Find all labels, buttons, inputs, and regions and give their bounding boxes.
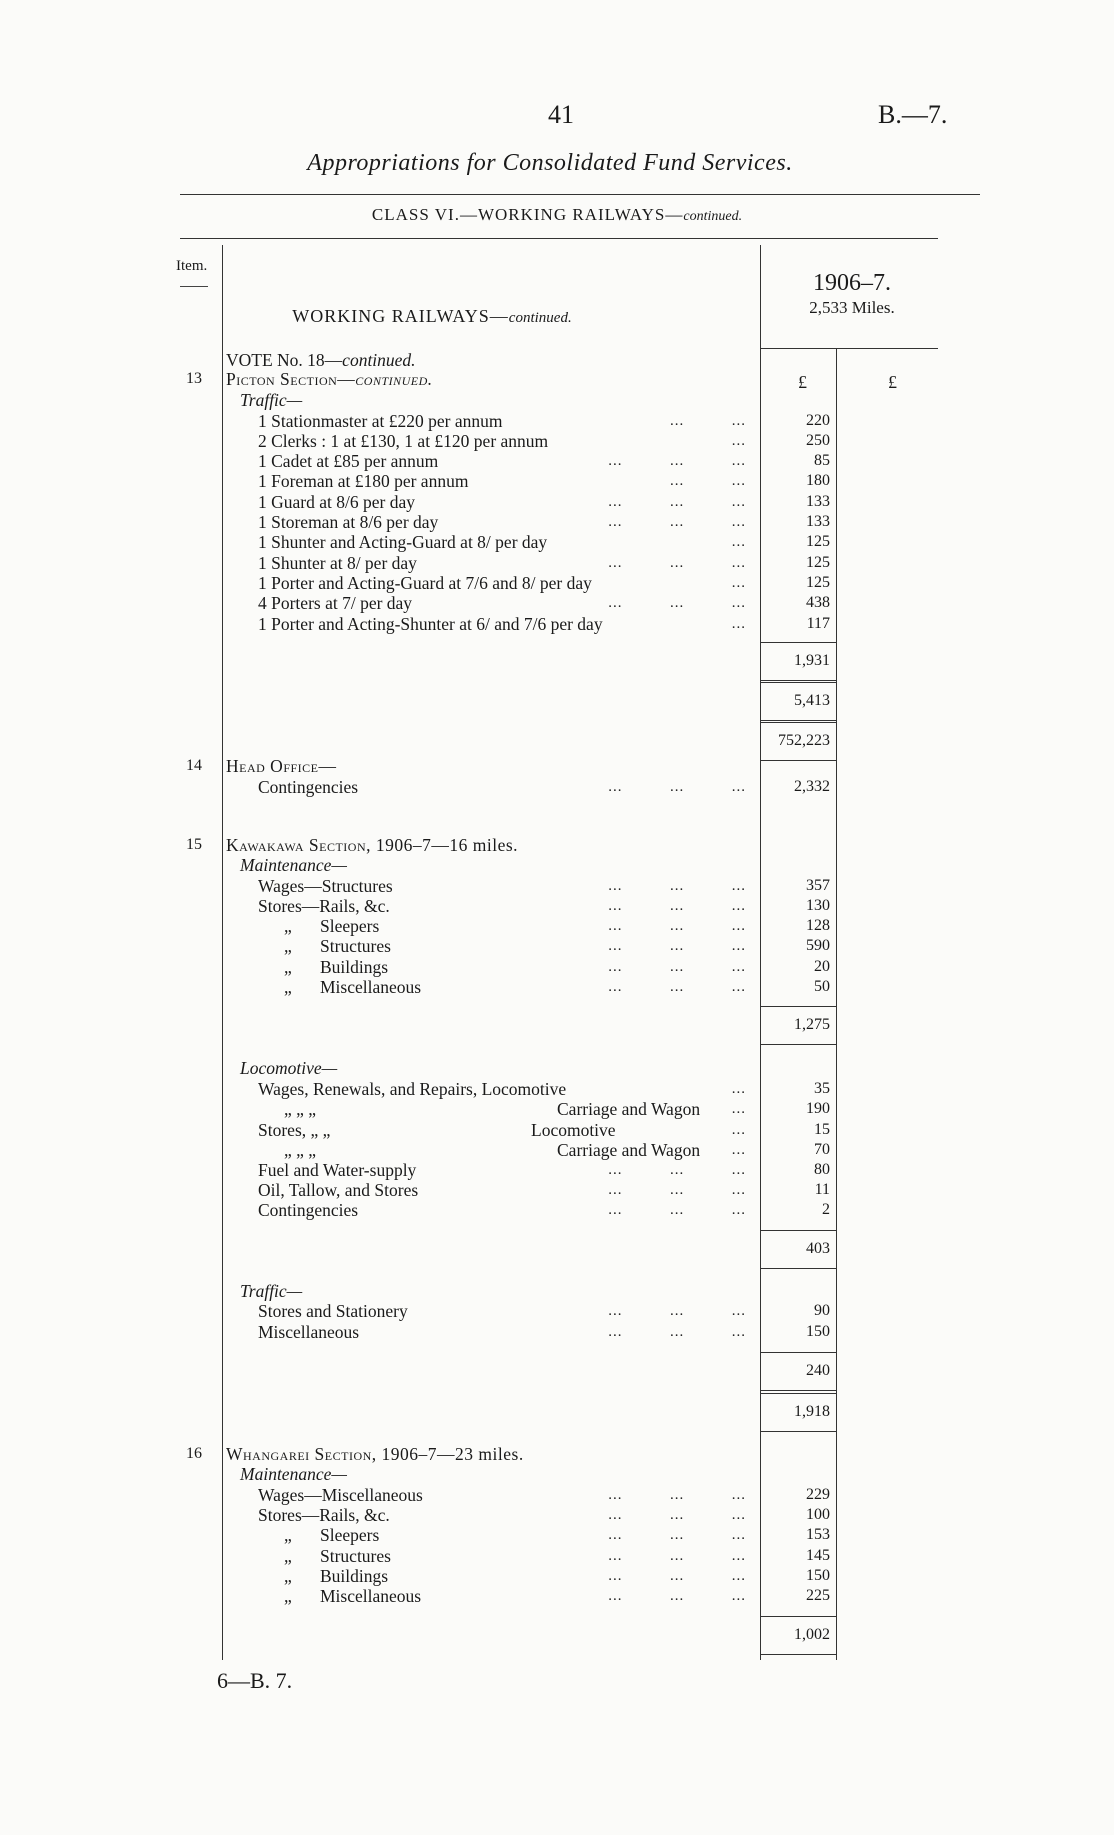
line-amount: 90 [814, 1302, 830, 1319]
line-text: 1 Stationmaster at £220 per annum [258, 411, 503, 431]
subtotal-rule [760, 682, 836, 683]
ditto-mark: „ [284, 957, 292, 977]
line-text: Carriage and Wagon [557, 1140, 701, 1160]
line-amount: 80 [814, 1161, 830, 1178]
line-text: Miscellaneous [320, 1586, 422, 1606]
line-text: Stores—Rails, &c. [258, 1505, 390, 1525]
line-text: Sleepers [320, 916, 380, 936]
subtotal-rule [760, 1393, 836, 1394]
section-column-header [222, 306, 642, 327]
subheading: Traffic— [240, 1281, 303, 1301]
leader-dots: ... ... ... [608, 1507, 746, 1523]
ditto-mark: „ [284, 1525, 292, 1545]
line-text: 1 Porter and Acting-Shunter at 6/ and 7/6 per day [258, 614, 603, 634]
line-text: Fuel and Water-supply [258, 1160, 417, 1180]
ditto-mark: „ [284, 1586, 292, 1606]
subtotal-rule [760, 1006, 836, 1007]
line-text: Wages—Miscellaneous [258, 1485, 423, 1505]
line-text: Stores, „ „ [258, 1120, 331, 1140]
line-text: Wages, Renewals, and Repairs, Locomotive [258, 1079, 567, 1099]
line-text: 1 Guard at 8/6 per day [258, 492, 415, 512]
item-column-header: Item. [176, 258, 208, 274]
page-footer: 6—B. 7. [217, 1668, 293, 1693]
ditto-mark: „ [284, 977, 292, 997]
line-amount: 128 [806, 917, 830, 934]
leader-dots: ... [731, 575, 746, 591]
item-number: 16 [186, 1445, 202, 1462]
leader-dots: ... ... ... [608, 494, 746, 510]
subtotal-rule [760, 1352, 836, 1353]
line-amount: 125 [806, 574, 830, 591]
subtotal-amount: 1,931 [794, 652, 830, 669]
leader-dots: ... ... ... [608, 779, 746, 795]
amount-header-rule [760, 348, 938, 349]
leader-dots: ... ... ... [608, 1182, 746, 1198]
page-number: 41 [548, 100, 574, 129]
leader-dots: ... ... ... [608, 453, 746, 469]
class-heading-suffix: continued. [683, 209, 743, 224]
leader-dots: ... ... ... [608, 514, 746, 530]
leader-dots: ... ... ... [608, 1568, 746, 1584]
subtotal-amount: 403 [806, 1240, 830, 1257]
section-mileage: 1906–7—23 miles. [376, 1444, 524, 1464]
section-header-suffix: continued. [508, 310, 572, 326]
miles-header: 2,533 Miles. [809, 298, 895, 317]
leader-dots: ... [731, 1122, 746, 1138]
line-amount: 145 [806, 1547, 830, 1564]
item-header-dash [180, 286, 208, 287]
line-amount: 20 [814, 958, 830, 975]
class-heading-text: CLASS VI.—WORKING RAILWAYS— [371, 205, 684, 224]
line-amount: 2,332 [794, 778, 830, 795]
line-amount: 357 [806, 877, 830, 894]
leader-dots: ... ... ... [608, 938, 746, 954]
subtotal-amount: 1,918 [794, 1403, 830, 1420]
leader-dots: ... [731, 1101, 746, 1117]
page-title: Appropriations for Consolidated Fund Services. [307, 150, 793, 176]
subtotal-rule [760, 1268, 836, 1269]
subtotal-rule [760, 720, 836, 721]
currency-header-1: £ [798, 372, 807, 392]
line-text: Oil, Tallow, and Stores [258, 1180, 419, 1200]
line-text: Contingencies [258, 777, 359, 797]
line-text: 1 Storeman at 8/6 per day [258, 512, 439, 532]
section-heading: Picton Section—continued. [226, 369, 433, 389]
line-text: 1 Porter and Acting-Guard at 7/6 and 8/ per day [258, 573, 592, 593]
line-text: 1 Foreman at £180 per annum [258, 471, 469, 491]
subheading: Maintenance— [240, 1464, 347, 1484]
subtotal-amount: 240 [806, 1362, 830, 1379]
line-text: Buildings [320, 1566, 389, 1586]
line-text: Buildings [320, 957, 389, 977]
line-amount: 133 [806, 493, 830, 510]
leader-dots: ... ... ... [608, 1527, 746, 1543]
currency-header-2: £ [888, 372, 897, 392]
item-number: 14 [186, 757, 202, 774]
section-mileage: 1906–7—16 miles. [371, 835, 519, 855]
leader-dots: ... ... ... [608, 1162, 746, 1178]
ditto-mark: „ „ „ [284, 1099, 317, 1119]
leader-dots: ... ... ... [608, 878, 746, 894]
leader-dots: ... [731, 616, 746, 632]
line-text: Carriage and Wagon [557, 1099, 701, 1119]
year-column-header: 1906–7. [813, 270, 891, 296]
line-amount: 150 [806, 1567, 830, 1584]
line-amount: 100 [806, 1506, 830, 1523]
line-amount: 70 [814, 1141, 830, 1158]
line-amount: 220 [806, 412, 830, 429]
line-amount: 130 [806, 897, 830, 914]
line-amount: 150 [806, 1323, 830, 1340]
subtotal-rule [760, 722, 836, 723]
line-amount: 590 [806, 937, 830, 954]
line-amount: 225 [806, 1587, 830, 1604]
section-heading: Whangarei Section, 1906–7—23 miles. [226, 1444, 524, 1464]
line-text: Wages—Structures [258, 876, 393, 896]
subheading: Maintenance— [240, 855, 347, 875]
leader-dots: ... ... [670, 473, 746, 489]
line-amount: 2 [822, 1201, 830, 1218]
line-text: 2 Clerks : 1 at £130, 1 at £120 per annum [258, 431, 549, 451]
line-text: 1 Shunter and Acting-Guard at 8/ per day [258, 532, 548, 552]
line-text: VOTE No. 18—continued. [226, 350, 416, 370]
class-heading [0, 205, 1114, 225]
ditto-mark: „ „ „ [284, 1140, 317, 1160]
line-text: Sleepers [320, 1525, 380, 1545]
leader-dots: ... ... ... [608, 595, 746, 611]
subtotal-amount: 5,413 [794, 692, 830, 709]
line-amount: 11 [814, 1181, 830, 1198]
subtotal-amount: 1,275 [794, 1016, 830, 1033]
line-text: Stores—Rails, &c. [258, 896, 390, 916]
line-text: Stores and Stationery [258, 1301, 408, 1321]
document-reference: B.—7. [878, 100, 948, 129]
line-text: Miscellaneous [258, 1322, 360, 1342]
line-amount: 15 [814, 1121, 830, 1138]
leader-dots: ... ... ... [608, 959, 746, 975]
subtotal-rule [760, 1390, 836, 1391]
line-text: 1 Shunter at 8/ per day [258, 553, 417, 573]
leader-dots: ... ... ... [608, 1303, 746, 1319]
section-heading: Head Office— [226, 756, 337, 776]
line-amount: 85 [814, 452, 830, 469]
leader-dots: ... ... ... [608, 555, 746, 571]
leader-dots: ... ... ... [608, 1202, 746, 1218]
table-top-rule [180, 238, 938, 239]
leader-dots: ... [731, 534, 746, 550]
subtotal-rule [760, 1431, 836, 1432]
line-amount: 50 [814, 978, 830, 995]
ditto-mark: „ [284, 916, 292, 936]
subtotal-rule [760, 1654, 836, 1655]
line-amount: 190 [806, 1100, 830, 1117]
item-number: 15 [186, 836, 202, 853]
leader-dots: ... ... ... [608, 898, 746, 914]
subtotal-rule [760, 1616, 836, 1617]
subtotal-rule [760, 1044, 836, 1045]
subheading: Traffic— [240, 390, 303, 410]
line-text: 4 Porters at 7/ per day [258, 593, 413, 613]
subtotal-rule [760, 642, 836, 643]
leader-dots: ... ... [670, 413, 746, 429]
continued-suffix: continued. [342, 350, 416, 370]
line-amount: 125 [806, 554, 830, 571]
subtotal-amount: 752,223 [778, 732, 830, 749]
subtotal-rule [760, 680, 836, 681]
line-text: Structures [320, 936, 391, 956]
line-amount: 117 [806, 615, 830, 632]
leader-dots: ... ... ... [608, 979, 746, 995]
leader-dots: ... ... ... [608, 1548, 746, 1564]
line-amount: 153 [806, 1526, 830, 1543]
subtotal-rule [760, 1230, 836, 1231]
line-text-secondary: Locomotive [531, 1120, 616, 1140]
ditto-mark: „ [284, 1546, 292, 1566]
ditto-mark: „ [284, 1566, 292, 1586]
leader-dots: ... ... ... [608, 1487, 746, 1503]
line-amount: 180 [806, 472, 830, 489]
title-rule [180, 194, 980, 195]
item-number: 13 [186, 370, 202, 387]
subtotal-column-rule [836, 348, 837, 1660]
section-header-text: WORKING RAILWAYS— [292, 306, 509, 326]
subheading: Locomotive— [240, 1058, 338, 1078]
leader-dots: ... [731, 1142, 746, 1158]
line-amount: 229 [806, 1486, 830, 1503]
leader-dots: ... [731, 433, 746, 449]
subtotal-amount: 1,002 [794, 1626, 830, 1643]
item-column-rule [222, 245, 223, 1660]
line-text: Miscellaneous [320, 977, 422, 997]
line-amount: 35 [814, 1080, 830, 1097]
leader-dots: ... ... ... [608, 1324, 746, 1340]
line-text: Contingencies [258, 1200, 359, 1220]
subtotal-rule [760, 760, 836, 761]
line-amount: 125 [806, 533, 830, 550]
line-text: Structures [320, 1546, 391, 1566]
line-amount: 250 [806, 432, 830, 449]
section-heading: Kawakawa Section, 1906–7—16 miles. [226, 835, 519, 855]
continued-suffix: continued. [355, 369, 433, 389]
ditto-mark: „ [284, 936, 292, 956]
leader-dots: ... ... ... [608, 1588, 746, 1604]
leader-dots: ... [731, 1081, 746, 1097]
line-text: 1 Cadet at £85 per annum [258, 451, 439, 471]
line-amount: 438 [806, 594, 830, 611]
leader-dots: ... ... ... [608, 918, 746, 934]
line-amount: 133 [806, 513, 830, 530]
